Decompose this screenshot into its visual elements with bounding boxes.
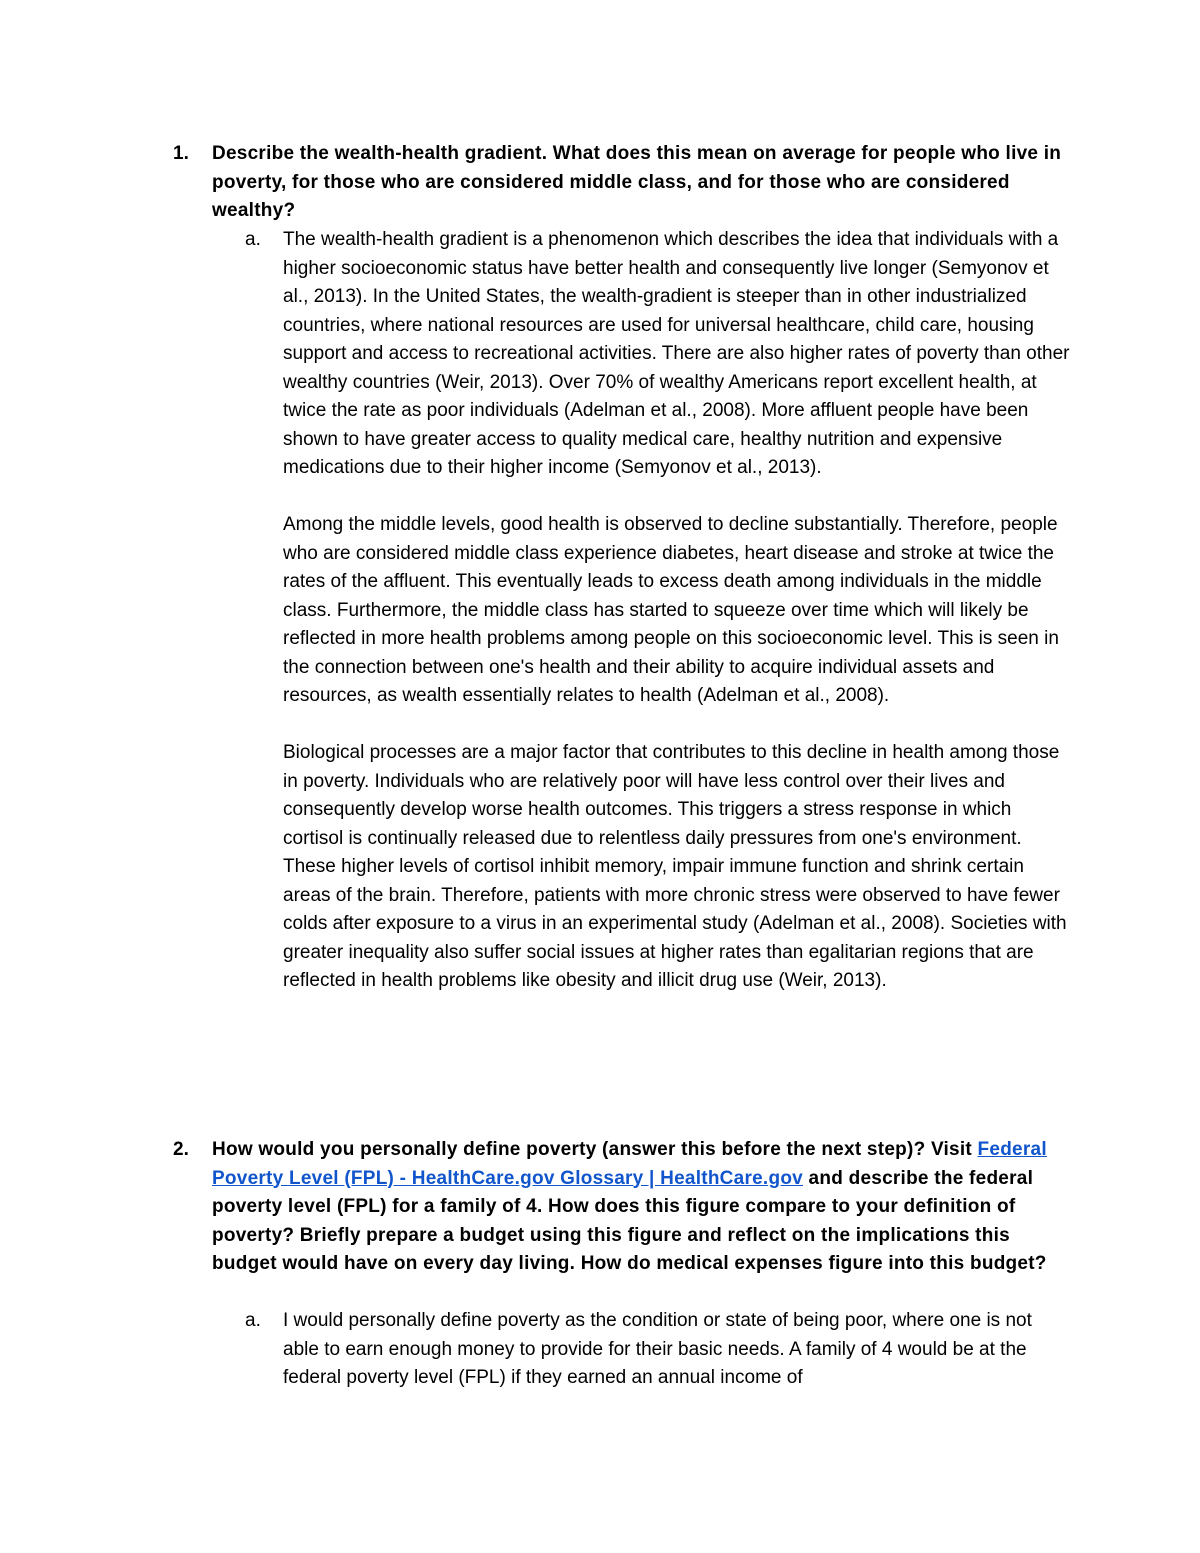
- answer-2: [283, 1307, 1073, 1393]
- answer-2-marker: a.: [245, 1310, 261, 1331]
- answer-1: [283, 226, 1073, 996]
- question-1-number: 1.: [173, 143, 189, 164]
- healthcare-gov-fpl-link[interactable]: Federal Poverty Level (FPL) - HealthCare.gov Glossary | HealthCare.gov: [212, 1139, 1047, 1189]
- answer-1-paragraph-1: The wealth-health gradient is a phenomenon which describes the idea that individuals with a higher socioeconomic status have better health and consequently live longer (Semyonov et al., 2013). In the United States, the wealth-gradient is steeper than in other industrialized countries, where national resources are used for universal healthcare, child care, housing support and access to recreational activities. There are also higher rates of poverty than other wealthy countries (Weir, 2013). Over 70% of wealthy Americans report excellent health, at twice the rate as poor individuals (Adelman et al., 2008). More affluent people have been shown to have greater access to quality medical care, healthy nutrition and expensive medications due to their higher income (Semyonov et al., 2013).: [283, 229, 1070, 478]
- answer-1-paragraph-2: Among the middle levels, good health is observed to decline substantially. Therefore, people who are considered middle class experience diabetes, heart disease and stroke at twice the rates of the affluent. This eventually leads to excess death among individuals in the middle class. Furthermore, the middle class has started to squeeze over time which will likely be reflected in more health problems among people on this socioeconomic level. This is seen in the connection between one's health and their ability to acquire individual assets and resources, as wealth essentially relates to health (Adelman et al., 2008).: [283, 514, 1059, 706]
- question-2-prompt-end: and describe the federal poverty level (FPL) for a family of 4. How does this figure compare to your definition of poverty? Briefly prepare a budget using this figure and reflect on the implications this budget would have on every day living. How do medical expenses figure into this budget?: [212, 1167, 1047, 1274]
- answer-1-marker: a.: [245, 229, 261, 250]
- answer-2-paragraph-1: I would personally define poverty as the condition or state of being poor, where one is not able to earn enough money to provide for their basic needs. A family of 4 would be at the federal poverty level (FPL) if they earned an annual income of: [283, 1310, 1032, 1388]
- question-2-prompt: [212, 1136, 1062, 1279]
- question-1-prompt: Describe the wealth-health gradient. What does this mean on average for people who live in poverty, for those who are considered middle class, and for those who are considered wealthy?: [212, 143, 1062, 221]
- answer-1-paragraph-3: Biological processes are a major factor that contributes to this decline in health among those in poverty. Individuals who are relatively poor will have less control over their lives and consequently develop worse health outcomes. This triggers a stress response in which cortisol is continually released due to relentless daily pressures from one's environment. These higher levels of cortisol inhibit memory, impair immune function and shrink certain areas of the brain. Therefore, patients with more chronic stress were observed to have fewer colds after exposure to a virus in an experimental study (Adelman et al., 2008). Societies with greater inequality also suffer social issues at higher rates than egalitarian regions that are reflected in health problems like obesity and illicit drug use (Weir, 2013).: [283, 742, 1067, 991]
- question-2-number: 2.: [173, 1139, 189, 1160]
- question-2-prompt-start: How would you personally define poverty (answer this before the next step)? Visit: [212, 1139, 978, 1160]
